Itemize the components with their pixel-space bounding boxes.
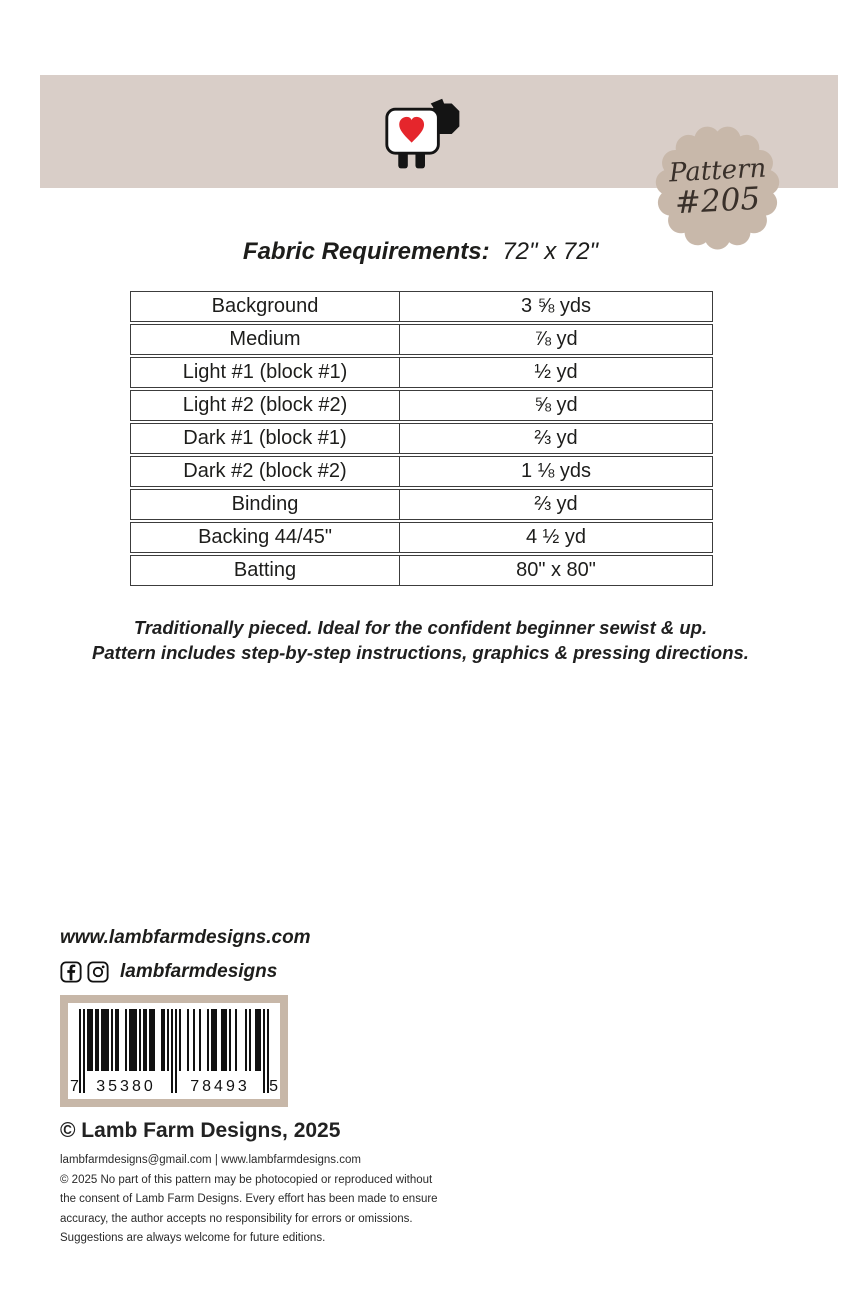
barcode-digit-right: 5	[269, 1078, 278, 1095]
social-handle: lambfarmdesigns	[120, 961, 278, 982]
barcode	[60, 995, 288, 1107]
fabric-amount: ⅝ yd	[534, 394, 578, 416]
fabric-amount: ⅔ yd	[534, 493, 578, 515]
badge-line2: #205	[674, 180, 761, 222]
fabric-amount: ⅔ yd	[534, 427, 578, 449]
fine-print-line: © 2025 No part of this pattern may be photocopied or reproduced without	[60, 1173, 433, 1186]
note-line1: Traditionally pieced. Ideal for the confident beginner sewist & up.	[133, 617, 708, 638]
fabric-amount: 4 ½ yd	[525, 526, 587, 548]
note-line2: Pattern includes step-by-step instructions, graphics & pressing directions.	[92, 642, 749, 663]
fabric-item: Background	[131, 292, 400, 321]
fabric-item: Light #1 (block #1)	[131, 358, 400, 387]
title-label: Fabric Requirements:	[242, 238, 490, 265]
facebook-icon	[60, 961, 82, 983]
pattern-badge	[655, 125, 780, 250]
table-row	[130, 555, 713, 586]
pattern-note	[0, 615, 841, 665]
social-row	[60, 961, 277, 983]
fine-print	[60, 1155, 480, 1253]
table-row	[130, 390, 713, 421]
barcode-inner	[68, 1003, 280, 1099]
fine-print-line: accuracy, the author accepts no responsibility for errors or omissions.	[60, 1212, 413, 1225]
barcode-digit-left: 7	[70, 1078, 79, 1095]
fabric-table	[130, 291, 713, 588]
badge-text	[655, 125, 780, 250]
fine-print-line: the consent of Lamb Farm Designs. Every effort has been made to ensure	[60, 1193, 438, 1205]
fabric-amount: 1 ⅛ yds	[520, 460, 592, 482]
title-size: 72" x 72"	[502, 238, 599, 265]
table-row	[130, 357, 713, 388]
fabric-item: Dark #1 (block #1)	[131, 424, 400, 453]
sheep-logo	[383, 96, 467, 174]
fabric-item: Binding	[131, 490, 400, 519]
fabric-item: Backing 44/45"	[131, 523, 400, 552]
fabric-amount: ½ yd	[534, 361, 578, 383]
page-title	[0, 238, 841, 266]
table-row	[130, 423, 713, 454]
table-row	[130, 456, 713, 487]
table-row	[130, 291, 713, 322]
fabric-item: Dark #2 (block #2)	[131, 457, 400, 486]
fabric-amount: 3 ⅝ yds	[520, 295, 592, 317]
fabric-amount: ⅞ yd	[534, 328, 578, 350]
table-row	[130, 522, 713, 553]
fabric-item: Batting	[131, 556, 400, 585]
fabric-amount: 80" x 80"	[516, 559, 596, 581]
barcode-group2: 78493	[190, 1078, 250, 1095]
fine-print-line: Suggestions are always welcome for future editions.	[60, 1232, 326, 1244]
website-url: www.lambfarmdesigns.com	[60, 927, 311, 948]
copyright: © Lamb Farm Designs, 2025	[60, 1119, 341, 1142]
fabric-item: Light #2 (block #2)	[131, 391, 400, 420]
barcode-group1: 35380	[96, 1078, 156, 1095]
instagram-icon	[87, 961, 109, 983]
table-row	[130, 489, 713, 520]
table-row	[130, 324, 713, 355]
badge-line1: Pattern	[668, 153, 767, 189]
fabric-item: Medium	[131, 325, 400, 354]
fine-print-line: lambfarmdesigns@gmail.com | www.lambfarmdesigns.com	[60, 1154, 361, 1166]
